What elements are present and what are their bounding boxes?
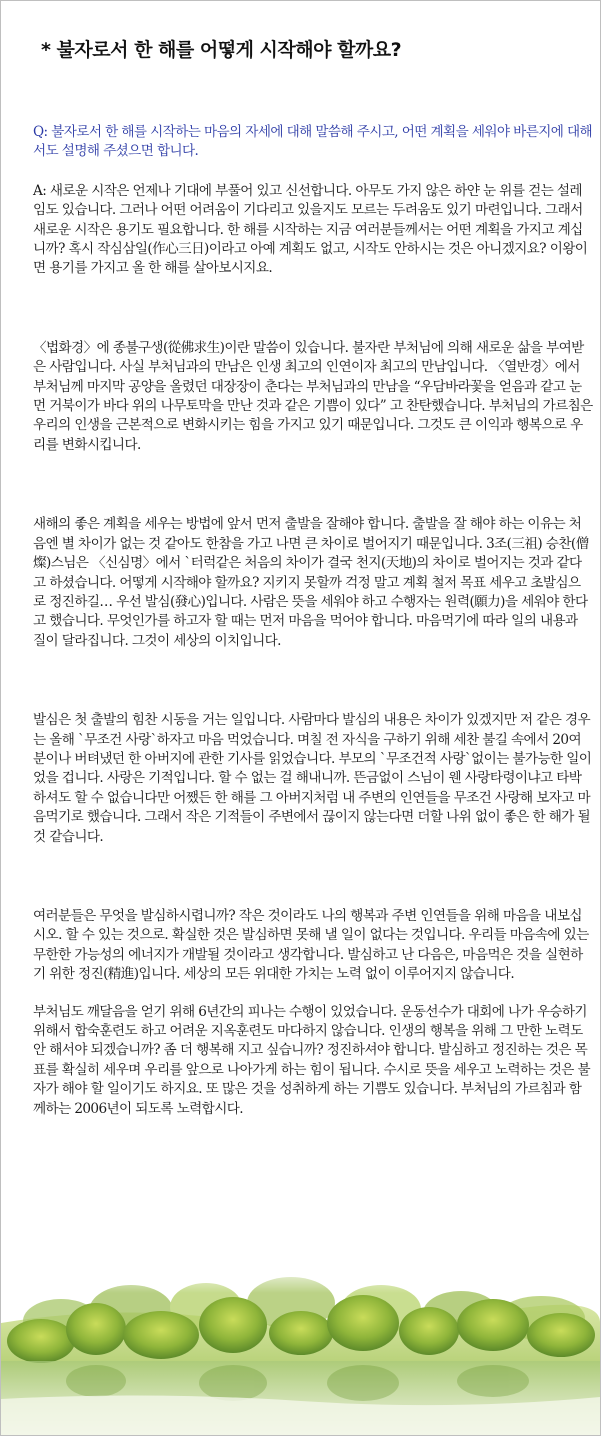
paragraph: 부처님도 깨달음을 얻기 위해 6년간의 피나는 수행이 있었습니다. 운동선수가 대회에 나가 우승하기 위해서 합숙훈련도 하고 어려운 지옥훈련도 마다하지 않습니다. 인생의 행복을 위해 그 만한 노력도 안 해서야 되겠습니까? 좀 더 행복해 지고 싶습니까? 정진하셔야 합니다. 발심하고 정진하는 것은 목표를 확실히 세우며 우리를 앞으로 나아가게 하는 힘이 됩니다. 수시로 뜻을 세우고 노력하는 것은 불자가 해야 할 일이기도 하지요. 또 많은 것을 성취하게 하는 기쁨도 있습니다. 부처님의 가르침과 함께하는 2006년이 되도록 노력합시다. [33, 1003, 591, 1117]
paragraph: 새해의 좋은 계획을 세우는 방법에 앞서 먼저 출발을 잘해야 합니다. 출발을 잘 해야 하는 이유는 처음엔 별 차이가 없는 것 같아도 한참을 가고 나면 큰 차이로 벌어지기 때문입니다. 3조(三祖) 승찬(僧燦)스님은 〈신심명〉에서 `터럭같은 처음의 차이가 결국 천지(天地)의 차이로 벌어지는 것과 같다고 하셨습니다. 어떻게 시작해야 할까요? 지키지 못할까 걱정 말고 계획 철저 목표 세우고 초발심으로 정진하길… 우선 발심(發心)입니다. 사람은 뜻을 세워야 하고 수행자는 원력(願力)을 세워야 한다고 했습니다. 무엇인가를 하고자 할 때는 먼저 마음을 먹어야 합니다. 마음먹기에 따라 일의 내용과 질이 달라집니다. 그것이 세상의 이치입니다. [33, 516, 589, 649]
spacer [33, 847, 593, 907]
article-body [33, 123, 593, 1119]
landscape-illustration [1, 1263, 600, 1435]
paragraph: 발심은 첫 출발의 힘찬 시동을 거는 일입니다. 사람마다 발심의 내용은 차이가 있겠지만 저 같은 경우는 올해 `무조건 사랑`하자고 마음 먹었습니다. 며칠 전 자식을 구하기 위해 세찬 불길 속에서 20여분이나 버텨냈던 한 아버지에 관한 기사를 읽었습니다. 부모의 `무조건적 사랑`없이는 불가능한 일이었을 겁니다. 사랑은 기적입니다. 할 수 없는 걸 해내니까. 뜬금없이 스님이 웬 사랑타령이냐고 타박하셔도 할 수 없습니다만 어쨌든 한 해를 그 아버지처럼 내 주변의 인연들을 무조건 사랑해 보자고 마음먹기로 했습니다. 그래서 작은 기적들이 주변에서 끊이지 않는다면 더할 나위 없이 좋은 한 해가 될 것 같습니다. [33, 712, 592, 845]
paragraph: 여러분들은 무엇을 발심하시렵니까? 작은 것이라도 나의 행복과 주변 인연들을 위해 마음을 내보십시오. 할 수 있는 것으로. 확실한 것은 발심하면 못해 낼 일이 없다는 것입니다. 우리들 마음속에 있는 무한한 가능성의 에너지가 개발될 것이라고 생각합니다. 발심하고 난 다음은, 마음먹은 것을 실현하기 위한 정진(精進)입니다. 세상의 모든 위대한 가치는 노력 없이 이루어지지 않습니다. [33, 907, 589, 983]
spacer [33, 455, 593, 515]
paragraph: 〈법화경〉에 종불구생(從佛求生)이란 말씀이 있습니다. 불자란 부처님에 의해 새로운 삶을 부여받은 사람입니다. 사실 부처님과의 만남은 인생 최고의 인연이자 최고의 만남입니다. 〈열반경〉에서 부처님께 마지막 공양을 올렸던 대장장이 춘다는 부처님과의 만남을 “우담바라꽃을 얻음과 같고 눈먼 거북이가 바다 위의 나무토막을 만난 것과 같은 기쁨이 있다” 고 찬탄했습니다. 부처님의 가르침은 우리의 인생을 근본적으로 변화시키는 힘을 가지고 있기 때문입니다. 그것도 큰 이익과 행복으로 우리를 변화시킵니다. [33, 339, 593, 453]
question-text: Q: 불자로서 한 해를 시작하는 마음의 자세에 대해 말씀해 주시고, 어떤 계획을 세워야 바른지에 대해서도 설명해 주셨으면 합니다. [33, 124, 593, 160]
spacer [33, 279, 593, 339]
answer-text: A: 새로운 시작은 언제나 기대에 부풀어 있고 신선합니다. 아무도 가지 않은 하얀 눈 위를 걷는 설레임도 있습니다. 그러나 어떤 어려움이 기다리고 있을지도 모르는 두려움도 있기 마련입니다. 그래서 새로운 시작은 용기도 필요합니다. 한 해를 시작하는 지금 여러분들께서는 어떤 계획을 가지고 계십니까? 혹시 작심삼일(作心三日)이라고 아예 계획도 없고, 시작도 안하시는 것은 아니겠지요? 이왕이면 용기를 가지고 올 한 해를 살아보시지요. [33, 182, 588, 277]
spacer [33, 651, 593, 711]
spacer [33, 985, 593, 1003]
page-title: * 불자로서 한 해를 어떻게 시작해야 할까요? [41, 39, 402, 61]
